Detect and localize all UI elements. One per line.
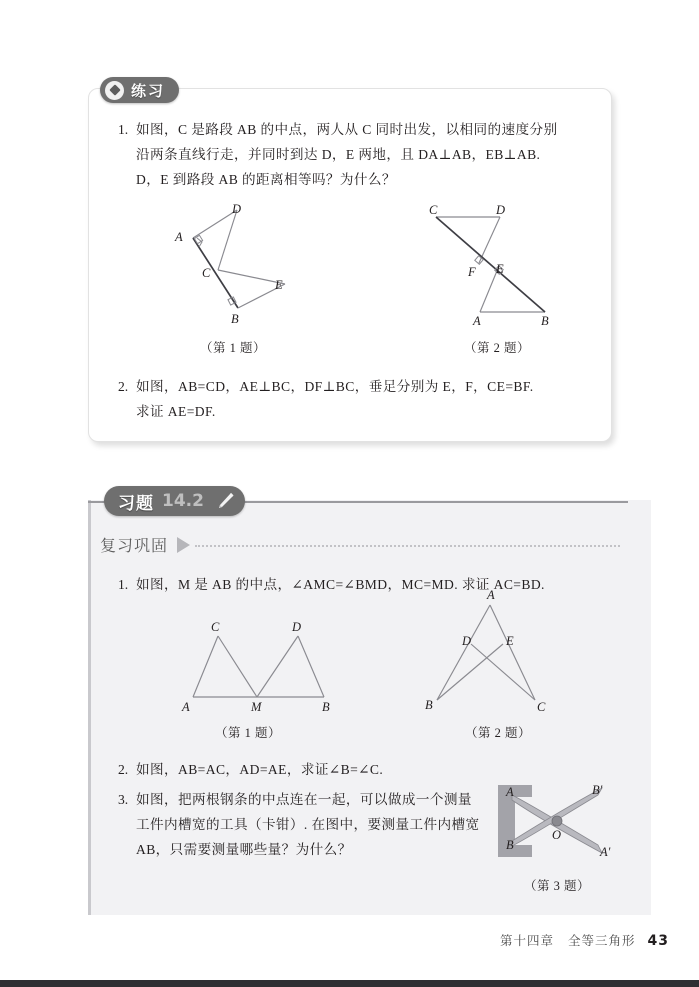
practice-q2-line2: 求证 AE=DF. <box>136 404 216 419</box>
practice-fig1-label-A: A <box>175 230 183 244</box>
problems-fig2-caption: （第 2 题） <box>465 726 532 740</box>
problems-fig2-label-E: E <box>506 634 514 648</box>
footer-chapter-title: 全等三角形 <box>568 934 636 948</box>
problems-fig1-label-A: A <box>182 700 190 714</box>
problems-fig1-label-M: M <box>251 700 262 714</box>
practice-fig1-label-B: B <box>231 312 239 326</box>
problems-q3-line1: 如图，把两根钢条的中点连在一起，可以做成一个测量 <box>136 792 472 807</box>
problems-fig3-label-O: O <box>552 828 562 842</box>
problems-q1-number: 1. <box>118 577 129 592</box>
practice-figure-2 <box>425 208 560 323</box>
problems-fig1-label-D: D <box>292 620 302 634</box>
problems-fig2-label-B: B <box>425 698 433 712</box>
practice-fig2-label-C: C <box>429 203 438 217</box>
problems-q3-line2: 工件内槽宽的工具（卡钳）. 在图中，要测量工件内槽宽 <box>136 817 480 832</box>
problems-subsection <box>100 533 620 556</box>
problems-fig3-label-A-prime: A' <box>600 845 611 859</box>
practice-q1-line3: D，E 到路段 AB 的距离相等吗？为什么？ <box>136 172 396 187</box>
practice-fig1-label-C: C <box>202 266 211 280</box>
problems-q2-number: 2. <box>118 762 129 777</box>
page-footer <box>500 931 669 949</box>
problems-q2-line1: 如图，AB=AC，AD=AE，求证∠B=∠C. <box>136 762 384 777</box>
problems-fig3-label-B: B <box>506 838 514 852</box>
problems-fig3-label-B-prime: B' <box>592 783 603 797</box>
problems-fig2-label-C: C <box>537 700 546 714</box>
problems-fig2-label-A: A <box>487 588 495 602</box>
practice-fig2-label-D: D <box>496 203 506 217</box>
practice-fig1-label-D: D <box>232 202 242 216</box>
problems-figure-2 <box>425 600 550 710</box>
problems-fig2-label-D: D <box>462 634 472 648</box>
practice-fig2-caption: （第 2 题） <box>464 341 531 355</box>
practice-fig2-label-B: B <box>541 314 549 328</box>
problems-subsection-label: 复习巩固 <box>100 536 169 555</box>
practice-figure-1 <box>175 200 305 325</box>
pencil-icon <box>215 491 235 511</box>
problems-fig1-label-C: C <box>211 620 220 634</box>
problems-fig3-caption: （第 3 题） <box>524 879 591 893</box>
problems-fig1-caption: （第 1 题） <box>215 726 282 740</box>
practice-fig1-caption: （第 1 题） <box>200 341 267 355</box>
practice-q1-line2: 沿两条直线行走，并同时到达 D，E 两地，且 DA⊥AB，EB⊥AB. <box>136 147 541 162</box>
subsection-dotted-rule <box>195 545 620 547</box>
practice-q2-line1: 如图，AB=CD，AE⊥BC，DF⊥BC，垂足分别为 E，F，CE=BF. <box>136 379 534 394</box>
footer-bar <box>0 980 699 987</box>
practice-fig2-label-A: A <box>473 314 481 328</box>
problems-badge-number: 14.2 <box>162 491 204 511</box>
practice-badge-label: 练习 <box>131 81 166 100</box>
footer-chapter: 第十四章 <box>499 934 554 948</box>
practice-q1-line1: 如图，C 是路段 AB 的中点，两人从 C 同时出发，以相同的速度分别 <box>136 122 558 137</box>
problems-fig1-label-B: B <box>322 700 330 714</box>
problems-q1-line1: 如图，M 是 AB 的中点，∠AMC=∠BMD，MC=MD. 求证 AC=BD. <box>136 577 545 592</box>
practice-fig1-label-E: E <box>275 278 283 292</box>
practice-badge <box>100 77 179 103</box>
problems-q3-line3: AB，只需要测量哪些量？为什么？ <box>136 842 352 857</box>
play-triangle-icon <box>177 537 190 553</box>
problems-q3-number: 3. <box>118 792 129 807</box>
problems-figure-1 <box>185 625 330 705</box>
problems-badge-label: 习题 <box>118 493 154 514</box>
practice-q2-number: 2. <box>118 379 129 394</box>
problems-badge <box>104 486 245 516</box>
practice-fig2-label-F: F <box>468 265 476 279</box>
practice-q1-number: 1. <box>118 122 129 137</box>
footer-page-number: 43 <box>647 933 669 949</box>
practice-fig2-label-E: E <box>496 262 504 276</box>
diamond-pen-icon <box>105 81 124 100</box>
problems-fig3-label-A: A <box>506 785 514 799</box>
